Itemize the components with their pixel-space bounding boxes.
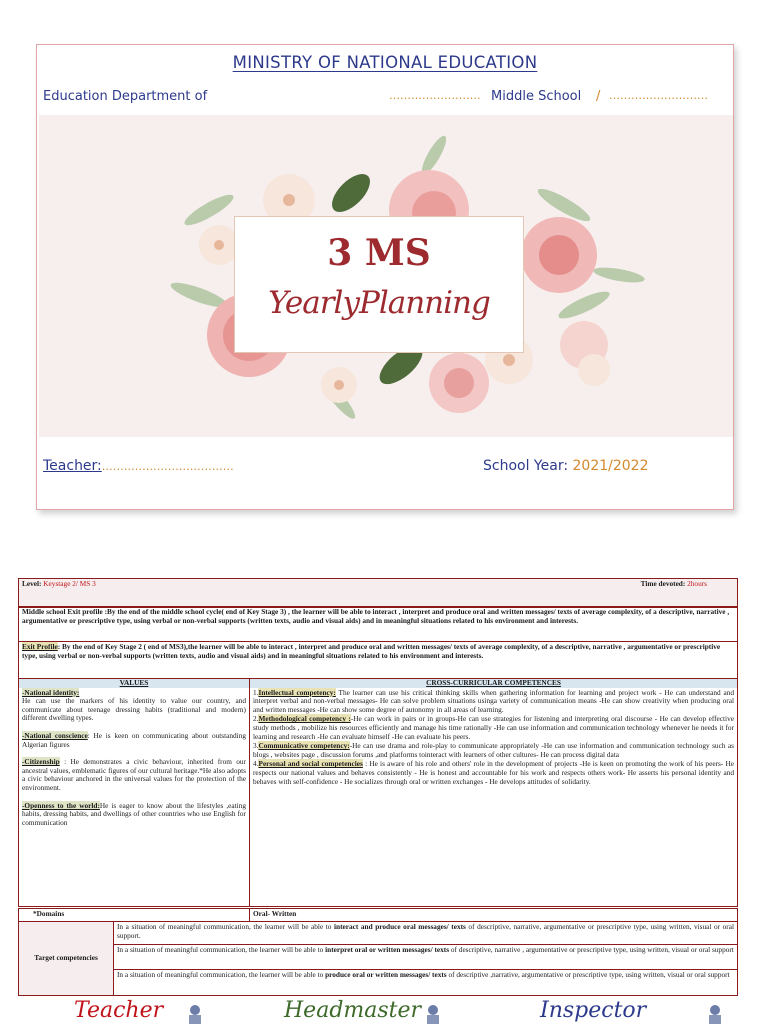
exit-profile: [18, 641, 738, 679]
school-blank: ………………………: [609, 89, 708, 102]
middle-school-exit-profile: [18, 606, 738, 642]
competence-number: 2.: [253, 714, 259, 724]
competence-methodological: [253, 715, 734, 741]
value-label: -Openness to the world:: [22, 800, 100, 810]
inspector-signature-label: Inspector: [540, 998, 647, 1023]
education-department-label: Education Department of: [43, 89, 208, 104]
competence-label: Communicative competency:: [258, 741, 350, 751]
middle-school-exit-profile-text: Middle school Exit profile :By the end of the middle school cycle( end of Key Stage 3) , the learner will be able to interact , interpret and produce oral and written messages/ texts of average complexity, of a descriptive, narrative , argumentative or prescriptive type, using verbal or non-verbal supports (written texts, audio and visual aids) and in meaningful situations related to his environment and interests.: [22, 607, 730, 625]
value-label: -National conscience: [22, 731, 88, 741]
domains-value: Oral- Written: [249, 908, 738, 922]
time-label: Time devoted:: [640, 579, 686, 588]
planning-table: [18, 578, 738, 998]
target-competencies-label: [18, 921, 114, 996]
level-row: [18, 578, 738, 608]
time-devoted: [641, 580, 707, 589]
school-year-value: 2021/2022: [572, 458, 649, 474]
target-text: of descriptive, narrative, argumentative or prescriptive type, using written, visual or oral support.: [117, 922, 734, 940]
competence-number: 3.: [253, 741, 259, 751]
department-blank: …………………….: [389, 89, 481, 102]
target-text: In a situation of meaningful communication, the learner will be able to: [117, 970, 326, 979]
target-competency-row: [113, 969, 738, 996]
ministry-title: MINISTRY OF NATIONAL EDUCATION: [232, 53, 538, 72]
target-text: In a situation of meaningful communication, the learner will be able to: [117, 922, 334, 931]
headmaster-signature-label: Headmaster: [284, 998, 422, 1023]
competence-intellectual: [253, 689, 734, 715]
teacher-signature-label: Teacher: [74, 998, 164, 1023]
education-department-row: [43, 89, 708, 107]
exit-profile-label: Exit Profile: [22, 642, 58, 651]
target-bold: produce oral or written messages/ texts: [325, 970, 447, 979]
cross-curricular-header: CROSS-CURRICULAR COMPETENCES: [250, 679, 737, 688]
level-label: Level:: [22, 579, 42, 588]
floral-artwork: [39, 115, 733, 437]
headmaster-stamp-icon: [424, 1004, 442, 1024]
teacher-blank: ………………………………: [101, 460, 234, 473]
values-header: VALUES: [19, 679, 249, 688]
competence-number: 4.: [253, 759, 259, 769]
competence-label: Intellectual competency:: [258, 687, 336, 697]
teacher-label: Teacher:: [43, 458, 102, 474]
title-frame: [234, 216, 524, 353]
value-openness: [22, 802, 246, 828]
competence-number: 1.: [253, 687, 259, 697]
target-competency-row: [113, 944, 738, 970]
competence-personal-social: [253, 760, 734, 786]
grade-title: 3 MS: [327, 232, 431, 274]
level-value: Keystage 2/ MS 3: [43, 579, 96, 588]
teacher-stamp-icon: [186, 1004, 204, 1024]
target-competency-row: [113, 921, 738, 945]
competence-communicative: [253, 742, 734, 759]
value-national-conscience: [22, 732, 246, 749]
school-year-label: School Year:: [483, 458, 569, 474]
target-text: of descriptive, narrative , argumentative or prescriptive type, using written, visual or oral support: [449, 945, 734, 954]
middle-school-label: Middle School: [491, 89, 582, 104]
value-national-identity: [22, 689, 246, 723]
competence-text: -He can use drama and role-play to communicate appropriately -He can use information and communication technology such as blogs , websites page , discussion forums ,and platforms tointeract with learners of other cultures- He can process digital data: [253, 741, 734, 759]
domains-label: *Domains: [18, 908, 250, 922]
target-bold: interact and produce oral messages/ texts: [334, 922, 466, 931]
competence-text: The learner can use his critical thinking skills when gathering information for learning and project work - He can understand and interpret verbal and non-verbal messages- He can solve problem situations usinga variety of communication means -He can show creativity when producing oral and written messages -He can show some degree of autonomy in all areas of learning.: [253, 687, 734, 714]
exit-profile-text: : By the end of Key Stage 2 ( end of MS3),the learner will be able to interact , interpret and produce oral and written messages/ texts of average complexity, of a descriptive, narrative , argumentative or prescriptive type, using verbal or non-verbal supports (written texts, audio and visual aids) and in meaningful situations related to his environment and interests.: [22, 642, 721, 660]
time-value: 2hours: [687, 579, 707, 588]
value-text: : He is keen on communicating about outstanding Algerian figures: [22, 731, 246, 749]
cover-page: [36, 44, 734, 510]
target-bold: interpret oral or written messages/ texts: [325, 945, 450, 954]
competence-text: : He is aware of his role and others' role in the development of projects -He is keen on promoting the work of his peers- He respects our national values and behaves consistently - He is honest and accountable for his work and respects others work- He asserts his personal identity and behaves with self-confidence - He socializes through oral or written exchanges - He develops attitudes of solidarity.: [253, 759, 734, 786]
value-label: -Citizenship: [22, 757, 60, 767]
competence-label: Methodological competency :: [258, 714, 351, 724]
slash-separator: /: [596, 89, 601, 104]
competence-label: Personal and social competencies: [258, 759, 363, 769]
target-competencies-text: Target competencies: [34, 953, 98, 963]
value-text: He can use the markers of his identity to value our country, and communicate about teenage dressing habits (traditional and modern) different dwelling types.: [22, 696, 246, 723]
target-text: of descriptive ,narrative, argumentative or prescriptive type, using written, visual or oral support: [446, 970, 730, 979]
value-text: He is eager to know about the lifestyles ,eating habits, dressing habits, and dwellings of other countries who use English for communication: [22, 800, 246, 827]
value-citizenship: [22, 758, 246, 792]
teacher-row: [43, 458, 234, 474]
target-text: In a situation of meaningful communication, the learner will be able to: [117, 945, 326, 954]
competence-text: -He can work in pairs or in groups-He can use strategies for listening and interpreting oral discourse - He can develop effective study methods , mobilize his resources efficiently and manage his time rationally -He can use information and communication technology whenever he needs it for learning and research -He can evaluate himself -He can evaluate his peers.: [253, 714, 734, 741]
cross-curricular-column: [249, 678, 738, 907]
inspector-stamp-icon: [706, 1004, 724, 1024]
value-text: : He demonstrates a civic behaviour, inherited from our ancestral values, emblematic figures of our cultural heritage.*He also adopts a civic behaviour anchored in the universal values for the protection of the environment.: [22, 757, 246, 793]
school-year-row: [483, 458, 648, 474]
values-column: [18, 678, 250, 907]
yearly-planning-title: YearlyPlanning: [268, 285, 490, 321]
value-label: -National identity:: [22, 687, 80, 697]
